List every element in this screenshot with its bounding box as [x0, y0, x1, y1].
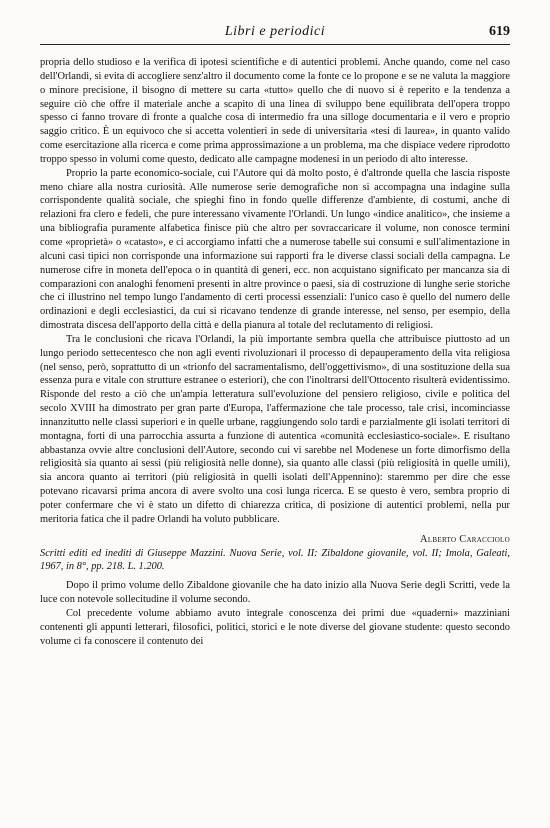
- author-signature: [40, 533, 510, 547]
- running-header: [40, 14, 510, 40]
- paragraph-1: propria dello studioso e la verifica di ipotesi scientifiche e di autentici problemi. Anche quando, come nel caso dell'Orlandi, si evita di accogliere senz'altro il documento come la fonte ce lo propone e se ne valuta la maggiore o minore precisione, il bisogno di mettere su carta «tutto» quello che di nuovo si è reperito e la tendenza a seguire ciò che offre il materiale anche a scapito di una linea di sviluppo bene equilibrata dell'opera troppo spesso ci fanno trovare di fronte a qualche cosa di intermedio fra una silloge documentaria e il vero e proprio saggio critico. È un equivoco che si accetta volentieri in sede di universitaria «tesi di laurea», in quanto valido come esercitazione alla ricerca e come prima approssimazione a un problema, ma che dispiace vedere riprodotto troppo spesso in volumi come questo, dedicato alle campagne modenesi in un periodo di alto interesse.: [40, 57, 510, 165]
- review-heading: Scritti editi ed inediti di Giuseppe Mazzini. Nuova Serie, vol. II: Zibaldone giovanile, vol. II; Imola, Galeati, 1967, in 8°, pp. 218. L. 1.200.: [40, 547, 510, 573]
- review-paragraph-1: Dopo il primo volume dello Zibaldone giovanile che ha dato inizio alla Nuova Serie degli Scritti, vede la luce con notevole sollecitudine il volume secondo.: [40, 580, 510, 606]
- review-paragraph-2: Col precedente volume abbiamo avuto integrale conoscenza dei primi due «quaderni» mazziniani contenenti gli appunti letterari, filosofici, politici, storici e le note diverse del giovane studente: questo secondo volume ci fa conoscere il contenuto dei: [40, 607, 510, 647]
- header-rule: [40, 44, 510, 45]
- page-number: 619: [489, 24, 510, 39]
- paragraph-3: Tra le conclusioni che ricava l'Orlandi, la più importante sembra quella che attribuisce piuttosto ad un lungo periodo settecentesco che non agli eventi rivoluzionari il processo di depauperamento della vita religiosa (nel senso, però, soprattutto di un «trionfo del sacramentalismo, dell'oggettivismo», di una sostituzione della sua essenza pura e vitale con strutture estranee o esteriori), che con l'inoltrarsi dell'Ottocento risulterà evidentissimo. Risponde del resto a ciò che un'ampia letteratura sull'evoluzione del pensiero religioso, civile e politica del secolo XVIII ha dimostrato per gran parte d'Europa, l'affermazione che tale processo, tale crisi, incominciasse innanzitutto nelle classi superiori e in quelle urbane, raggiungendo solo tardi e parzialmente gli isolati territori di montagna, forti di una parrocchia assurta a funzione di autentica «comunità ecclesiastico-sociale». E risultano abbastanza ovvie altre conclusioni dell'Autore, secondo cui vi sarebbe nel Modenese un forte dimorfismo della religiosità sia quanto ai sessi (più religiosità nelle donne), sia quanto alle classi (più religiosità in quelle umili), sia ancora quanto ai territori (più religiosità in quelli isolati dell'Appennino): staremmo per dire che esse potevano ricavarsi prima ancora di avere svolto una così lunga ricerca. E se questo è vero, sembra proprio di poter confermare che vi è stato un difetto di chiarezza critica, di posizione di autentici problemi, nella pur meritoria fatica che il padre Orlandi ha voluto pubblicare.: [40, 333, 510, 525]
- article-body: [40, 56, 510, 648]
- header-title: Libri e periodici: [224, 24, 326, 39]
- paragraph-2: Proprio la parte economico-sociale, cui l'Autore qui dà molto posto, è d'altronde quella che lascia risposte meno chiare alla nostra curiosità. Alle numerose serie demografiche non si accompagna una indagine sulla corrispondente qualità sociale, che spieghi fino in fondo quelle differenze d'ambiente, di costumi, anche di relazioni fra clero e fedeli, che pure interessano vivamente l'Orlandi. Un lungo «indice analitico», che insieme a una bibliografia puramente alfabetica finisce più che altro per sovraccaricare il volume, non conosce termini come «proprietà» o «catasto», e ci accorgiamo infatti che a numerose tabelle sui consumi e sull'alimentazione in alcuni casi tipici non corrisponde una informazione sui rapporti fra le diverse classi sociali della campagna. Le numerose cifre in moneta dell'epoca o in quantità di generi, ecc. non acquistano significato per mancanza sia di comparazioni con analoghi fenomeni presenti in altre province o paesi, sia di costruzione di lunghe serie storiche che ci illustrino nel tempo lungo l'andamento di certi processi essenziali: l'unico caso è quello del numero delle ordinazioni e degli ecclesiastici, da cui si ricavano tendenze di grande interesse, nel senso, per esempio, della dimostrata discesa dell'apporto della città e della pianura al totale del reclutamento di religiosi.: [40, 167, 510, 332]
- author-name: Alberto Caracciolo: [420, 533, 510, 545]
